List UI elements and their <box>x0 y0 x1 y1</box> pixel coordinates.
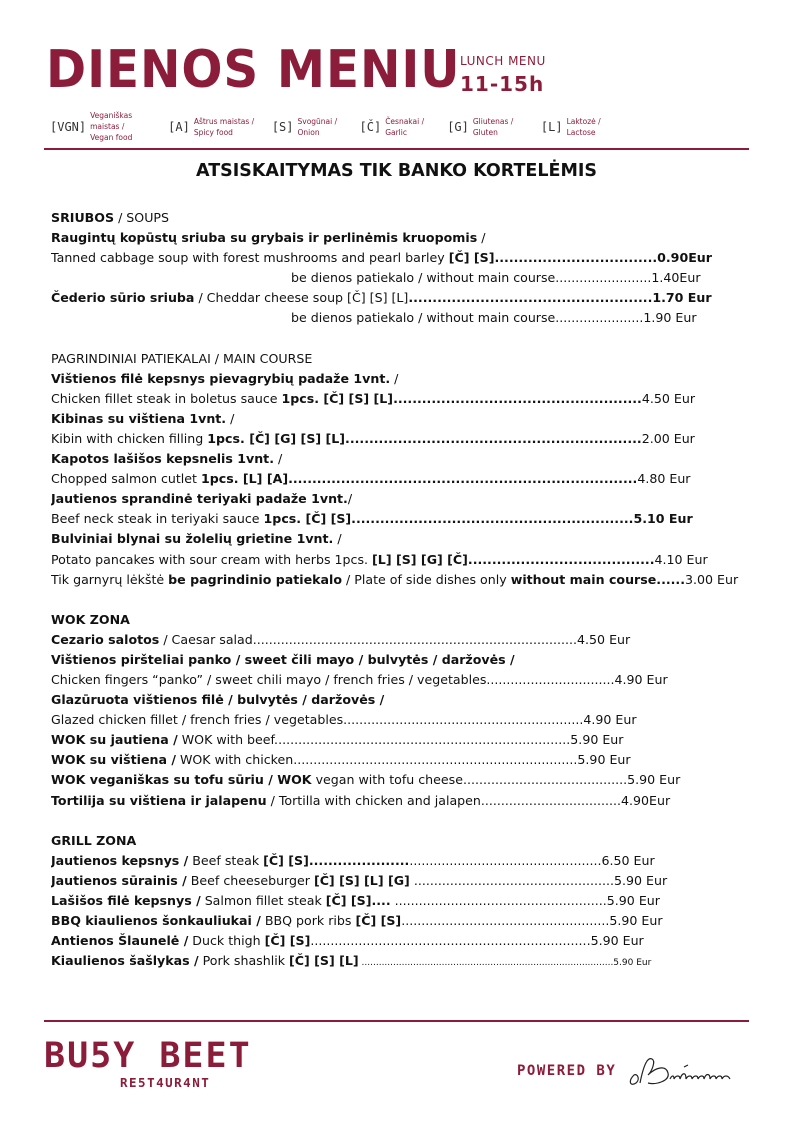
menu <box>51 208 751 971</box>
menu-item: Potato pancakes with sour cream with herbs 1pcs. [L] [S] [G] [Č].......................................4.10 Eur <box>51 551 708 567</box>
menu-item: Glazed chicken fillet / french fries / vegetables............................................................4.90 Eur <box>51 712 637 728</box>
menu-item: Tanned cabbage soup with forest mushrooms and pearl barley [Č] [S]..................................0.90Eur <box>51 250 712 266</box>
menu-item: Lašišos filė kepsnys / Salmon fillet steak [Č] [S].... .....................................................5.90 Eur <box>51 892 660 908</box>
menu-item: WOK veganiškas su tofu sūriu / WOK vegan with tofu cheese.........................................5.90 Eur <box>51 772 681 788</box>
legend-item-garlic <box>360 116 440 138</box>
menu-item: Chicken fillet steak in boletus sauce 1pcs. [Č] [S] [L]....................................................4.50 Eur <box>51 390 696 406</box>
dietausim-signature-logo <box>626 1053 741 1093</box>
menu-item: Kiaulienos šašlykas / Pork shashlik [Č] [S] [L] ........................................................................................5.90 Eur <box>51 953 652 969</box>
brand-logo: BU5Y BEET <box>44 1036 252 1076</box>
header-divider <box>44 148 749 150</box>
menu-item: Antienos Šlaunelė / Duck thigh [Č] [S]......................................................................5.90 Eur <box>51 933 644 949</box>
legend-text: Aštrus maistas / Spicy food <box>193 116 255 137</box>
legend-code: [S] <box>271 119 294 134</box>
menu-item: Chopped salmon cutlet 1pcs. [L] [A].........................................................................4.80 Eur <box>51 471 691 487</box>
legend-code: [Č] <box>359 119 382 134</box>
legend-code: [VGN] <box>50 119 87 134</box>
menu-item-option: be dienos patiekalo / without main course........................1.40Eur <box>291 270 701 286</box>
section-title-wok: WOK ZONA <box>51 611 130 627</box>
legend-code: [A] <box>168 119 190 134</box>
menu-item: WOK su vištiena / WOK with chicken.......................................................................5.90 Eur <box>51 752 631 768</box>
legend-code: [G] <box>447 119 469 134</box>
section-title-grill: GRILL ZONA <box>51 832 137 848</box>
lunch-hours: 11-15h <box>460 72 545 96</box>
legend-text: Laktozė / Lactose <box>566 116 601 137</box>
legend-text: Gliutenas / Gluten <box>472 116 514 137</box>
menu-item: Jautienos kepsnys / Beef steak [Č] [S].....................................................................6.50 Eur <box>51 852 655 868</box>
menu-item: Kibinas su vištiena 1vnt. / <box>51 410 235 426</box>
menu-item: Raugintų kopūstų sriuba su grybais ir perlinėmis kruopomis / <box>51 230 486 246</box>
menu-item: Chicken fingers “panko” / sweet chili mayo / french fries / vegetables................................4.90 Eur <box>51 671 668 687</box>
menu-item: Vištienos filė kepsnys pievagrybių padaže 1vnt. / <box>51 370 399 386</box>
menu-item: Bulviniai blynai su žolelių grietine 1vnt. / <box>51 531 342 547</box>
menu-item: Beef neck steak in teriyaki sauce 1pcs. [Č] [S]...........................................................5.10 Eur <box>51 511 693 527</box>
legend-text: Svogūnai / Onion <box>297 116 338 137</box>
page-title: DIENOS MENIU <box>46 40 461 100</box>
lunch-menu-label: LUNCH MENU <box>460 54 546 68</box>
legend-text: Veganiškas maistas / Vegan food <box>90 111 133 142</box>
menu-item: Cezario salotos / Caesar salad.................................................................................4.50 Eur <box>51 631 631 647</box>
brand-subtitle: RE5T4UR4NT <box>120 1075 211 1090</box>
menu-item-option: be dienos patiekalo / without main course......................1.90 Eur <box>291 310 697 326</box>
legend-code: [L] <box>540 119 563 134</box>
menu-item: Čederio sūrio sriuba / Cheddar cheese soup [Č] [S] [L]...................................................1.70 Eur <box>51 290 712 306</box>
payment-notice: ATSISKAITYMAS TIK BANKO KORTELĖMIS <box>196 161 597 181</box>
powered-by-label: POWERED BY <box>517 1063 617 1079</box>
section-title-soups: SRIUBOS / SOUPS <box>51 210 170 225</box>
section-title-main: PAGRINDINIAI PATIEKALAI / MAIN COURSE <box>51 350 313 366</box>
allergen-legend <box>50 110 625 143</box>
menu-item: Kapotos lašišos kepsnelis 1vnt. / <box>51 451 283 467</box>
menu-item: Glazūruota vištienos filė / bulvytės / daržovės / <box>51 692 385 708</box>
header <box>46 38 746 143</box>
legend-item-onion <box>272 116 352 138</box>
legend-item-lactose <box>541 116 617 138</box>
menu-item: WOK su jautiena / WOK with beef..........................................................................5.90 Eur <box>51 732 624 748</box>
legend-item-gluten <box>447 116 533 138</box>
footer-divider <box>44 1020 749 1022</box>
menu-item: Kibin with chicken filling 1pcs. [Č] [G] [S] [L]..............................................................2.00 Eur <box>51 430 695 446</box>
legend-text: Česnakai / Garlic <box>385 116 425 137</box>
legend-item-spicy <box>168 116 264 138</box>
menu-item: Tik garnyrų lėkštė be pagrindinio patiekalo / Plate of side dishes only without main course......3.00 Eur <box>51 571 739 587</box>
menu-item: Vištienos piršteliai panko / sweet čili mayo / bulvytės / daržovės / <box>51 651 515 667</box>
menu-item: BBQ kiaulienos šonkauliukai / BBQ pork ribs [Č] [S]....................................................5.90 Eur <box>51 913 663 928</box>
menu-item: Tortilija su vištiena ir jalapenu / Tortilla with chicken and jalapen...................................4.90Eur <box>51 792 671 808</box>
menu-item: Jautienos sūrainis / Beef cheeseburger [Č] [S] [L] [G] ..................................................5.90 Eur <box>51 872 668 888</box>
menu-item: Jautienos sprandinė teriyaki padaže 1vnt./ <box>51 491 353 507</box>
legend-item-vegan <box>50 110 160 143</box>
